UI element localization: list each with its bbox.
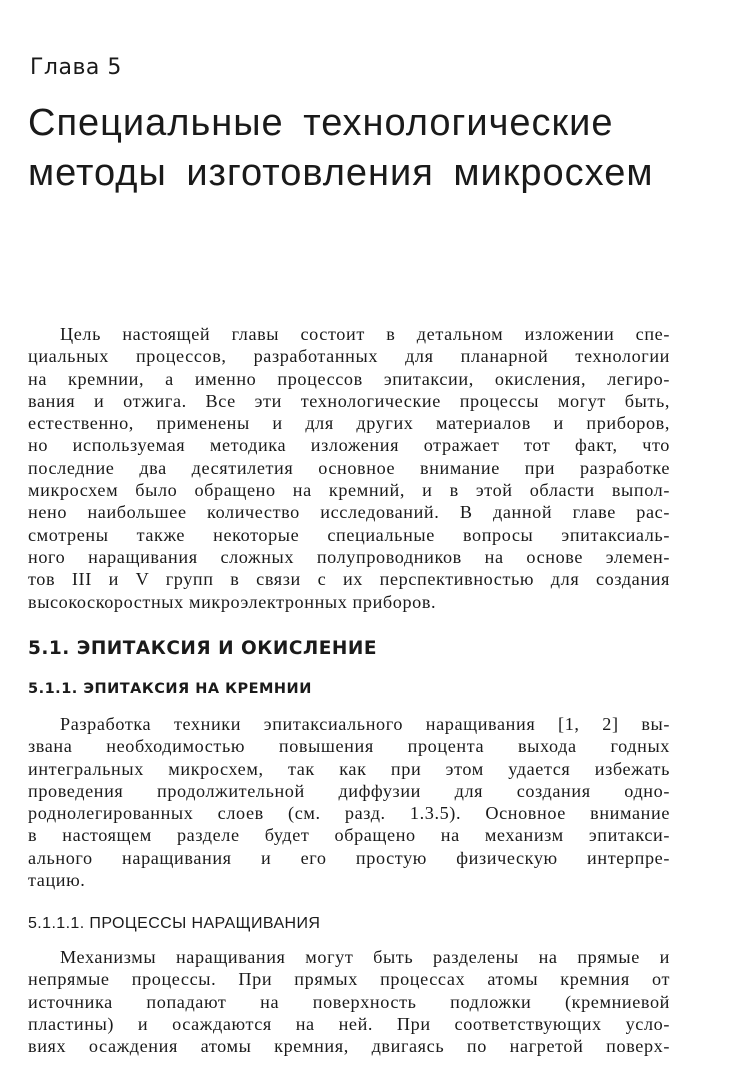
intro-paragraph: [28, 323, 670, 613]
subsubsection-paragraph: [28, 946, 670, 1057]
subsubsection-heading: 5.1.1.1. ПРОЦЕССЫ НАРАЩИВАНИЯ: [28, 915, 321, 932]
text-line: проведения продолжительной диффузии для создания одно-: [28, 780, 670, 801]
text-line: пластины) и осаждаются на ней. При соответствующих усло-: [28, 1013, 670, 1034]
text-line: ального наращивания и его простую физическую интерпре-: [28, 847, 670, 868]
text-line: интегральных микросхем, так как при этом удается избежать: [28, 758, 670, 779]
text-line: Разработка техники эпитаксиального наращивания [1, 2] вы-: [60, 714, 670, 734]
text-line: последние два десятилетия основное внимание при разработке: [28, 457, 670, 478]
text-line: роднолегированных слоев (см. разд. 1.3.5). Основное внимание: [28, 803, 670, 824]
text-line: естественно, применены и для других материалов и приборов,: [28, 413, 670, 434]
text-line: источника попадают на поверхность подложки (кремниевой: [28, 991, 670, 1012]
text-line: высокоскоростных микроэлектронных приборов.: [28, 591, 437, 612]
text-line: вания и отжига. Все эти технологические процессы могут быть,: [28, 390, 670, 411]
text-line: тацию.: [28, 870, 86, 891]
chapter-title-line: Специальные технологические: [28, 102, 614, 144]
text-line: звана необходимостью повышения процента выхода годных: [28, 736, 670, 757]
text-line: тов III и V групп в связи с их перспективностью для создания: [28, 569, 670, 590]
chapter-label: Глава 5: [30, 55, 122, 80]
text-line: но используемая методика изложения отражает тот факт, что: [28, 435, 670, 456]
text-line: непрямые процессы. При прямых процессах атомы кремния от: [28, 969, 670, 990]
chapter-title-line: методы изготовления микросхем: [28, 152, 654, 194]
text-line: Механизмы наращивания могут быть разделены на прямые и: [60, 947, 670, 967]
text-line: на кремнии, а именно процессов эпитаксии, окисления, легиро-: [28, 368, 670, 389]
section-heading: 5.1. ЭПИТАКСИЯ И ОКИСЛЕНИЕ: [28, 638, 378, 659]
text-line: Цель настоящей главы состоит в детальном изложении спе-: [60, 324, 670, 344]
text-line: нено наибольшее количество исследований. В данной главе рас-: [28, 502, 670, 523]
subsection-paragraph: [28, 713, 670, 891]
subsection-heading: 5.1.1. ЭПИТАКСИЯ НА КРЕМНИИ: [28, 681, 312, 697]
text-line: циальных процессов, разработанных для планарной технологии: [28, 346, 670, 367]
text-line: смотрены также некоторые специальные вопросы эпитаксиаль-: [28, 524, 670, 545]
text-line: виях осаждения атомы кремния, двигаясь по нагретой поверх-: [28, 1036, 670, 1057]
chapter-title: [28, 98, 728, 198]
text-line: в настоящем разделе будет обращено на механизм эпитакси-: [28, 825, 670, 846]
text-line: ного наращивания сложных полупроводников на основе элемен-: [28, 546, 670, 567]
text-line: микросхем было обращено на кремний, и в этой области выпол-: [28, 480, 670, 501]
